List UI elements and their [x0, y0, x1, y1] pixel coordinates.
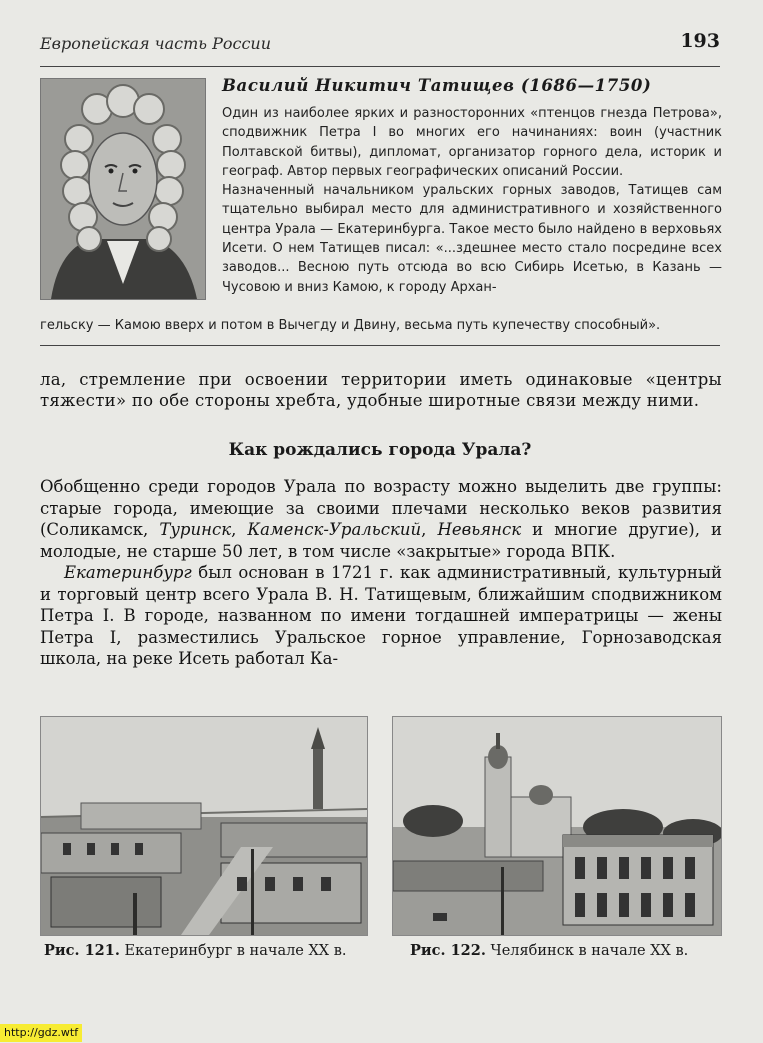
chelyabinsk-photo — [392, 716, 722, 936]
continuation-paragraph: ла, стремление при освоении территории иметь одинаковые «центры тяжести» по обе стороны хребта, удобные широтные связи между ними. — [40, 370, 722, 410]
figure-122-number: Рис. 122. — [410, 942, 486, 959]
p2-text: был основан в 1721 г. как административный, культурный и торговый центр всего Урала В. Н. Татищевым, ближайшим сподвижником Петра I. В городе, названном по имени тогдашней императрицы — жены Петра I, разместились Уральское горное управление, Горнозаводская школа, на реке Исеть работал Ка- — [40, 563, 722, 668]
bio-paragraph-1: Один из наиболее ярких и разносторонних «птенцов гнезда Петрова», сподвижник Петра I во многих его начинаниях: воин (участник Полтавской битвы), дипломат, организатор горного дела, историк и географ. Автор первых географических описаний России. — [222, 106, 722, 179]
city-kamensk-uralsky: Каменск-Уральский — [247, 520, 422, 539]
header-rule — [40, 66, 720, 67]
figure-121-number: Рис. 121. — [44, 942, 120, 959]
tatishchev-portrait — [40, 78, 206, 300]
figure-122-caption — [410, 942, 688, 959]
figure-121-caption — [44, 942, 347, 959]
body-paragraph-2 — [40, 562, 722, 670]
bio-paragraph-2-tail: гельску — Камою вверх и потом в Вычегду и Двину, весьма путь купечеству способный». — [40, 318, 661, 333]
figure-121-text: Екатеринбург в начале XX в. — [119, 943, 347, 959]
running-header — [40, 30, 720, 56]
chelyabinsk-photo-drawing — [393, 717, 721, 935]
p1-separator-2: , — [421, 520, 438, 539]
p1-text-b: и многие другие), и молодые, не старше 50 лет, в том числе «закрытые» города ВПК. — [40, 520, 722, 561]
city-yekaterinburg: Екатеринбург — [64, 563, 192, 582]
portrait-drawing — [41, 79, 205, 299]
section-body — [40, 476, 722, 670]
city-nevyansk: Невьянск — [437, 520, 522, 539]
section-heading: Как рождались города Урала? — [228, 440, 532, 460]
figure-122-text: Челябинск в начале XX в. — [485, 943, 689, 959]
yekaterinburg-photo-drawing — [41, 717, 367, 935]
running-title: Европейская часть России — [40, 34, 272, 53]
p1-text-a: Обобщенно среди городов Урала по возрасту можно выделить две группы: старые города, имеющие за своими плечами несколько веков развития (Соликамск, — [40, 477, 722, 539]
bio-text — [222, 104, 722, 297]
p1-separator-1: , — [231, 520, 248, 539]
bio-box-rule — [40, 345, 720, 346]
city-turinsk: Туринск — [159, 520, 232, 539]
yekaterinburg-photo — [40, 716, 368, 936]
page-number: 193 — [680, 30, 720, 52]
bio-title: Василий Никитич Татищев (1686—1750) — [222, 76, 652, 95]
site-watermark-link[interactable]: http://gdz.wtf — [0, 1024, 82, 1042]
body-paragraph-1 — [40, 476, 722, 562]
bio-paragraph-2: Назначенный начальником уральских горных заводов, Татищев сам тщательно выбирал место для административного и хозяйственного центра Урала — Екатеринбурга. Такое место было найдено в верховьях Исети. О нем Татищев писал: «...здешнее место стало посредине всех заводов... Весною путь отсюда во всю Сибирь Исетью, в Казань — Чусовою и вниз Камою, к городу Архан- — [222, 183, 722, 295]
